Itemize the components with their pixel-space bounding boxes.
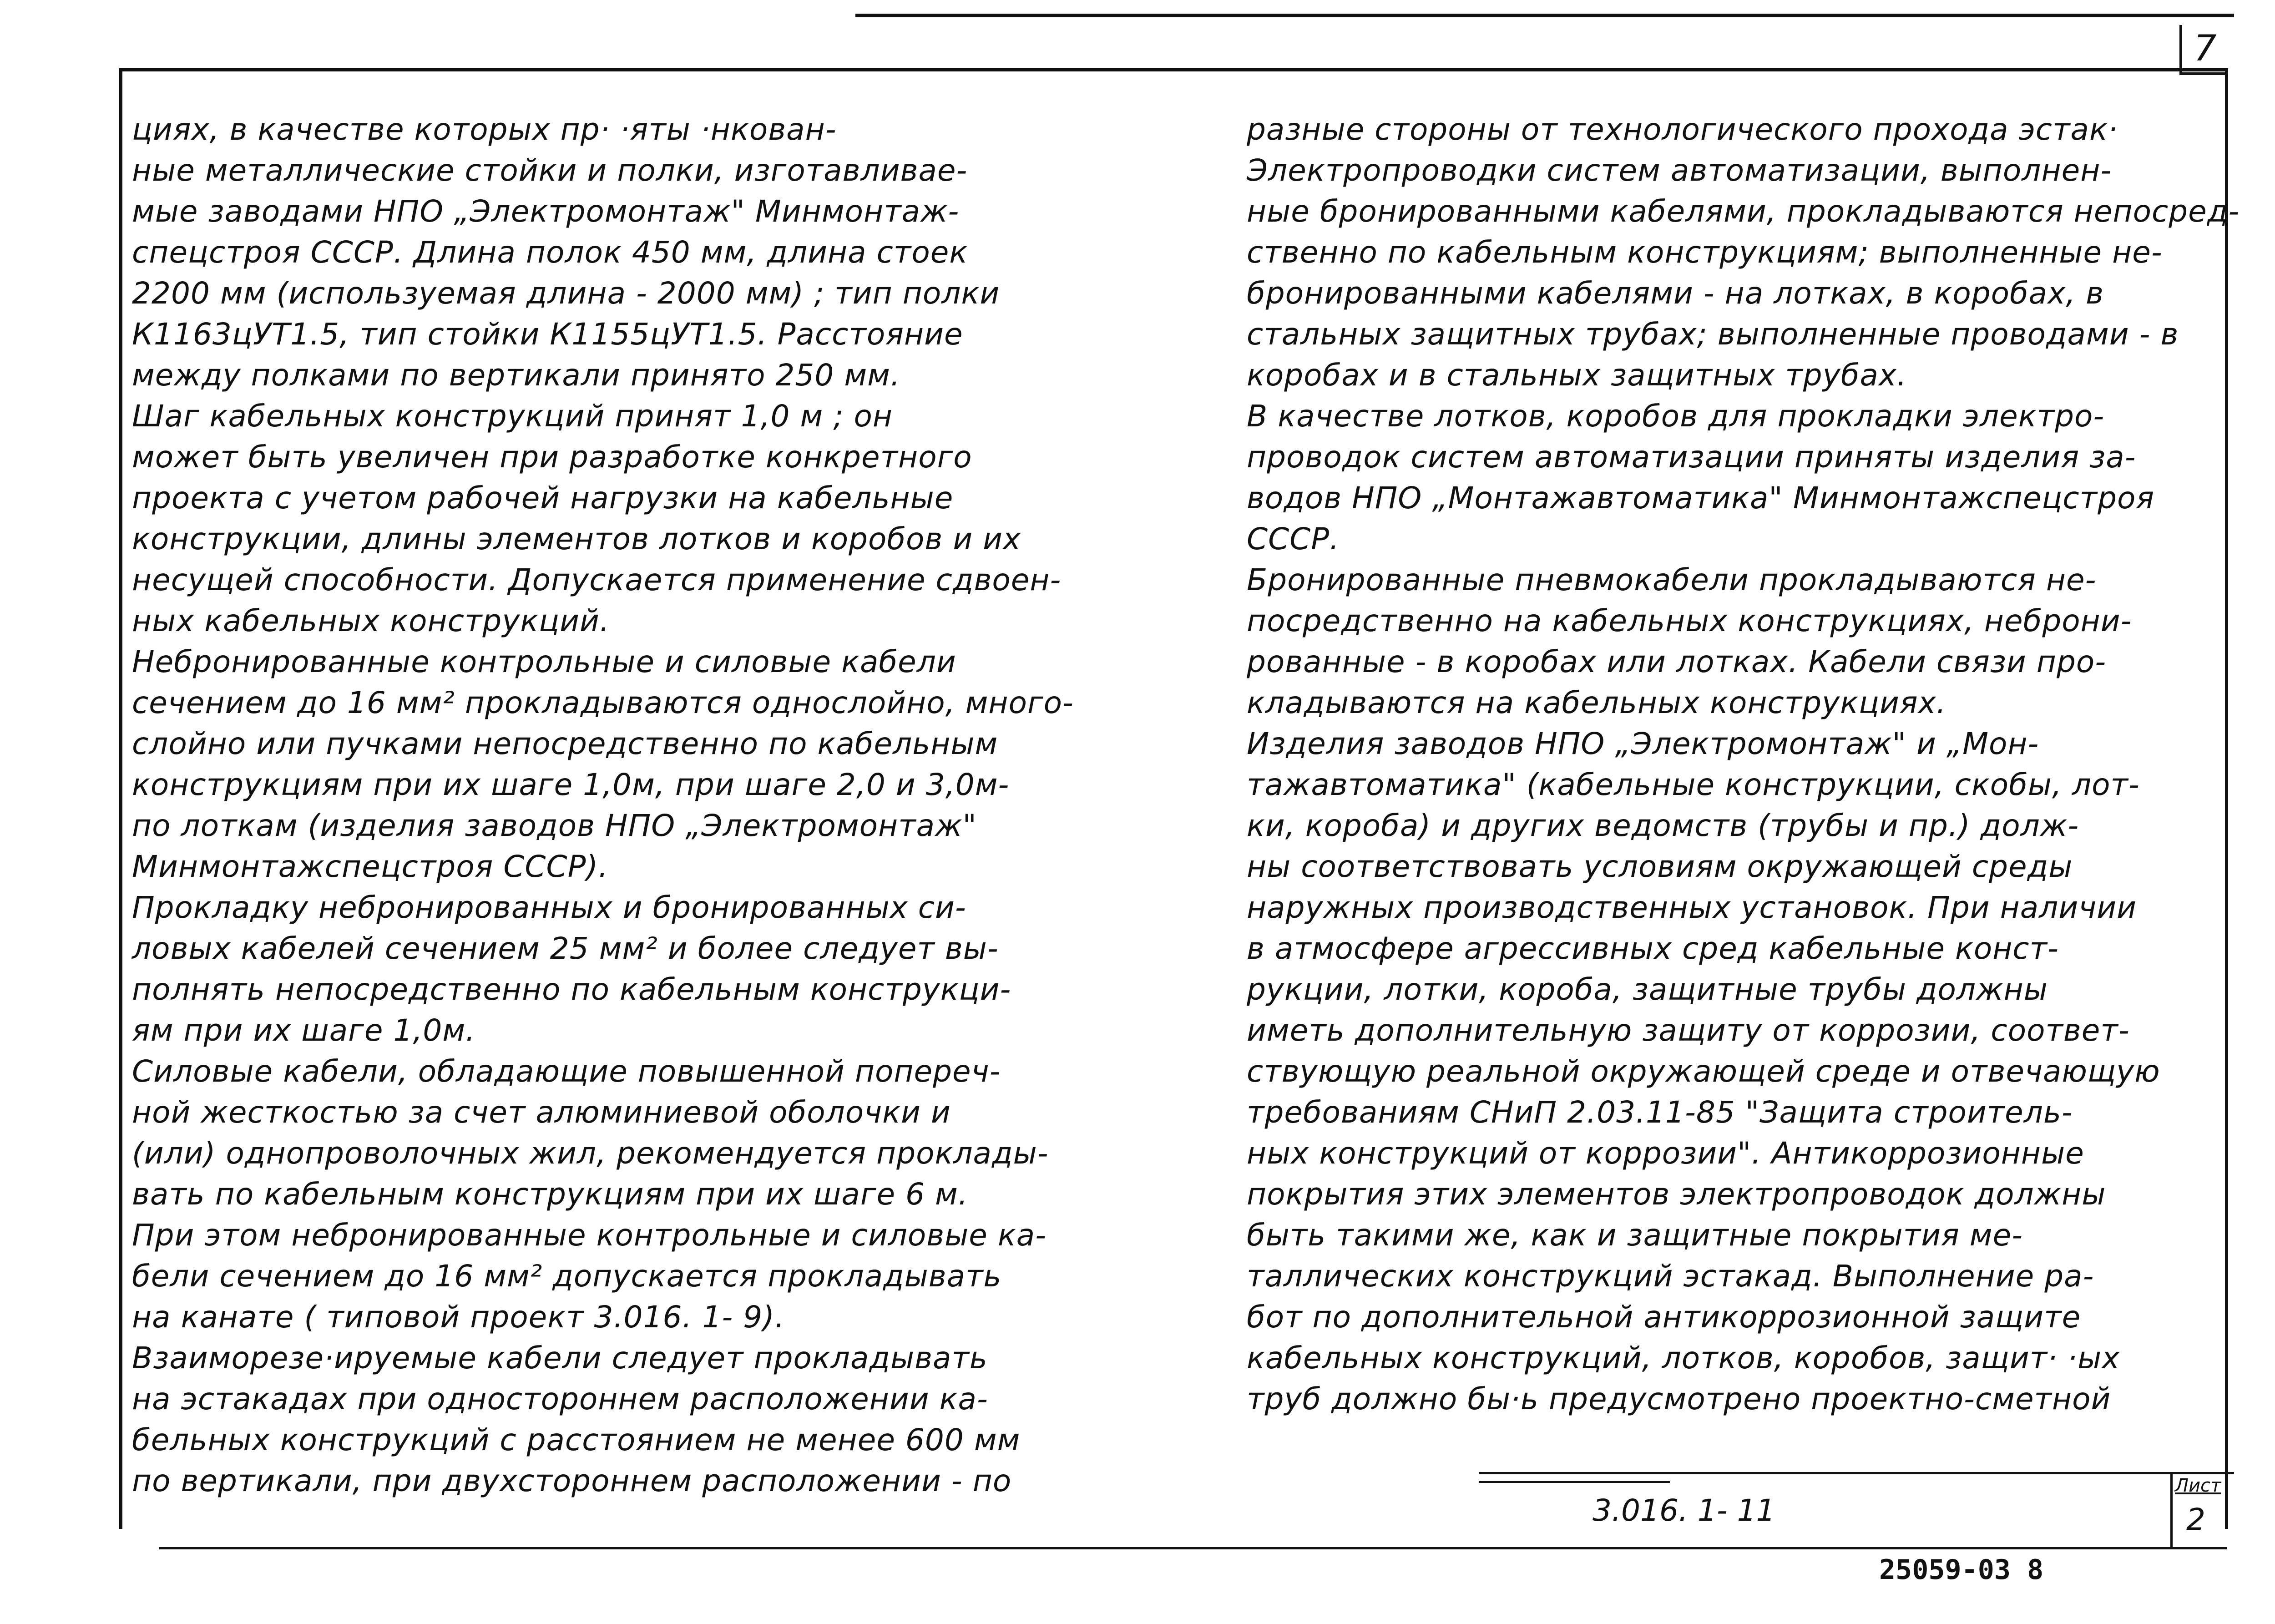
text-line: Взаиморезе·ируемые кабели следует прокладывать bbox=[132, 1341, 988, 1376]
text-line: по лоткам (изделия заводов НПО „Электромонтаж" bbox=[132, 808, 977, 843]
text-line: наружных производственных установок. При наличии bbox=[1247, 890, 2137, 925]
text-line: покрытия этих элементов электропроводок должны bbox=[1247, 1177, 2106, 1212]
sheet-number: 2 bbox=[2186, 1502, 2205, 1537]
text-line: иметь дополнительную защиту от коррозии, соответ- bbox=[1247, 1013, 2130, 1048]
text-line: вать по кабельным конструкциям при их шаге 6 м. bbox=[132, 1177, 968, 1212]
text-line: спецстроя СССР. Длина полок 450 мм, длина стоек bbox=[132, 235, 968, 270]
corner-page-number: 7 bbox=[2179, 25, 2228, 75]
text-line: несущей способности. Допускается применение сдвоен- bbox=[132, 562, 1062, 597]
right-text-column bbox=[1247, 109, 2240, 1420]
text-line: ственно по кабельным конструкциям; выполненные не- bbox=[1247, 235, 2163, 270]
text-line: тажавтоматика" (кабельные конструкции, скобы, лот- bbox=[1247, 767, 2140, 802]
text-line: конструкции, длины элементов лотков и коробов и их bbox=[132, 521, 1021, 557]
archive-code: 25059-03 8 bbox=[1879, 1554, 2044, 1586]
title-block-divider-short bbox=[1479, 1481, 1670, 1483]
sheet-label: Лист bbox=[2175, 1475, 2221, 1496]
text-line: Шаг кабельных конструкций принят 1,0 м ; он bbox=[132, 399, 893, 434]
text-line: посредственно на кабельных конструкциях, неброни- bbox=[1247, 603, 2132, 638]
top-border-line bbox=[855, 14, 2234, 17]
text-line: разные стороны от технологического прохода эстак· bbox=[1247, 112, 2118, 147]
text-line: стальных защитных трубах; выполненные проводами - в bbox=[1247, 317, 2179, 352]
text-line: ствующую реальной окружающей среде и отвечающую bbox=[1247, 1054, 2160, 1089]
text-line: ны соответствовать условиям окружающей среды bbox=[1247, 849, 2073, 884]
title-block-divider bbox=[1479, 1472, 2234, 1474]
text-line: труб должно бы·ь предусмотрено проектно-сметной bbox=[1247, 1381, 2111, 1417]
document-code: 3.016. 1- 11 bbox=[1592, 1493, 1775, 1528]
text-line: ки, короба) и других ведомств (трубы и пр.) долж- bbox=[1247, 808, 2079, 843]
text-line: Силовые кабели, обладающие повышенной попереч- bbox=[132, 1054, 1001, 1089]
text-line: ловых кабелей сечением 25 мм² и более следует вы- bbox=[132, 931, 999, 966]
text-line: между полками по вертикали принято 250 мм. bbox=[132, 358, 900, 393]
text-line: проводок систем автоматизации приняты изделия за- bbox=[1247, 440, 2136, 475]
text-line: сечением до 16 мм² прокладываются однослойно, много- bbox=[132, 685, 1074, 720]
text-line: ных конструкций от коррозии". Антикоррозионные bbox=[1247, 1136, 2084, 1171]
text-line: Электропроводки систем автоматизации, выполнен- bbox=[1247, 153, 2112, 188]
text-line: 2200 мм (используемая длина - 2000 мм) ; тип полки bbox=[132, 276, 1000, 311]
text-line: коробах и в стальных защитных трубах. bbox=[1247, 358, 1907, 393]
bottom-border-line bbox=[159, 1547, 2227, 1549]
text-line: Бронированные пневмокабели прокладываются не- bbox=[1247, 562, 2097, 597]
text-line: может быть увеличен при разработке конкретного bbox=[132, 440, 972, 475]
text-line: кабельных конструкций, лотков, коробов, защит· ·ых bbox=[1247, 1341, 2120, 1376]
left-text-column bbox=[132, 109, 1133, 1502]
text-line: ной жесткостью за счет алюминиевой оболочки и bbox=[132, 1095, 951, 1130]
text-line: ных кабельных конструкций. bbox=[132, 603, 610, 638]
text-line: рукции, лотки, короба, защитные трубы должны bbox=[1247, 972, 2048, 1007]
text-line: таллических конструкций эстакад. Выполнение ра- bbox=[1247, 1259, 2094, 1294]
text-line: быть такими же, как и защитные покрытия ме- bbox=[1247, 1218, 2023, 1253]
text-line: При этом небронированные контрольные и силовые ка- bbox=[132, 1218, 1046, 1253]
text-line: бельных конструкций с расстоянием не менее 600 мм bbox=[132, 1422, 1021, 1457]
text-line: ям при их шаге 1,0м. bbox=[132, 1013, 476, 1048]
text-line: СССР. bbox=[1247, 521, 1340, 557]
text-line: ные бронированными кабелями, прокладываются непосред- bbox=[1247, 194, 2240, 229]
text-line: Небронированные контрольные и силовые кабели bbox=[132, 644, 956, 679]
text-line: К1163цУТ1.5, тип стойки К1155цУТ1.5. Расстояние bbox=[132, 317, 963, 352]
text-line: слойно или пучками непосредственно по кабельным bbox=[132, 726, 998, 761]
text-line: ные металлические стойки и полки, изготавливае- bbox=[132, 153, 968, 188]
text-line: по вертикали, при двухстороннем расположении - по bbox=[132, 1463, 1012, 1498]
text-line: В качестве лотков, коробов для прокладки электро- bbox=[1247, 399, 2105, 434]
text-line: Прокладку небронированных и бронированных си- bbox=[132, 890, 966, 925]
text-line: Изделия заводов НПО „Электромонтаж" и „Мон- bbox=[1247, 726, 2039, 761]
text-line: водов НПО „Монтажавтоматика" Минмонтажспецстроя bbox=[1247, 481, 2155, 516]
text-line: на канате ( типовой проект 3.016. 1- 9). bbox=[132, 1300, 785, 1335]
text-line: в атмосфере агрессивных сред кабельные конст- bbox=[1247, 931, 2059, 966]
text-line: рованные - в коробах или лотках. Кабели связи про- bbox=[1247, 644, 2107, 679]
text-line: бронированными кабелями - на лотках, в коробах, в bbox=[1247, 276, 2104, 311]
text-line: циях, в качестве которых пр· ·яты ·нкован- bbox=[132, 112, 837, 147]
text-line: мые заводами НПО „Электромонтаж" Минмонтаж- bbox=[132, 194, 960, 229]
text-line: проекта с учетом рабочей нагрузки на кабельные bbox=[132, 481, 954, 516]
text-line: полнять непосредственно по кабельным конструкци- bbox=[132, 972, 1011, 1007]
text-line: кладываются на кабельных конструкциях. bbox=[1247, 685, 1946, 720]
text-line: (или) однопроволочных жил, рекомендуется проклады- bbox=[132, 1136, 1049, 1171]
text-line: бот по дополнительной антикоррозионной защите bbox=[1247, 1300, 2081, 1335]
text-line: бели сечением до 16 мм² допускается прокладывать bbox=[132, 1259, 1002, 1294]
text-line: требованиям СНиП 2.03.11-85 "Защита строитель- bbox=[1247, 1095, 2073, 1130]
text-line: Минмонтажспецстроя СССР). bbox=[132, 849, 609, 884]
text-line: конструкциям при их шаге 1,0м, при шаге 2,0 и 3,0м- bbox=[132, 767, 1010, 802]
text-line: на эстакадах при одностороннем расположении ка- bbox=[132, 1381, 988, 1417]
